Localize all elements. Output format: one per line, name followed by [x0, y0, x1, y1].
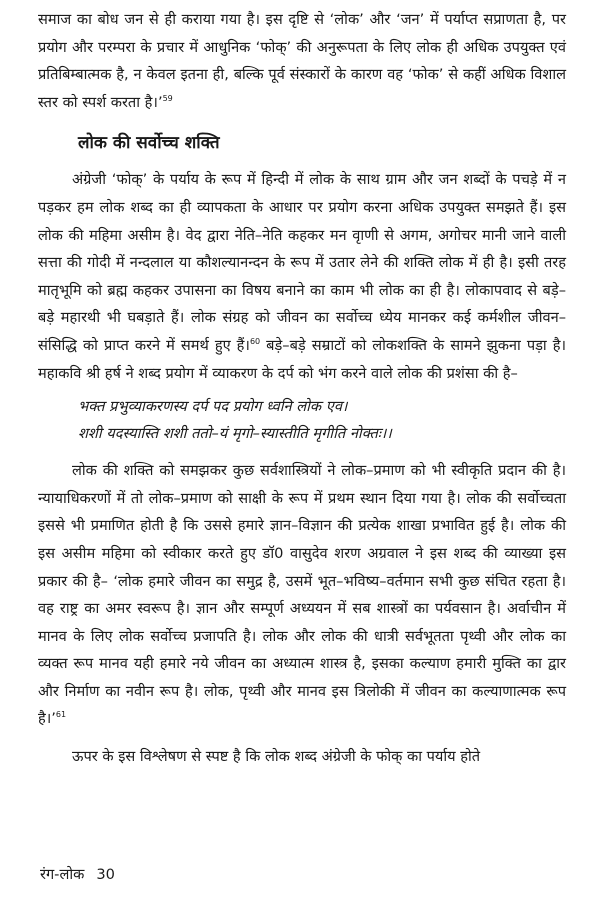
- paragraph-2-text: अंग्रेजी ‘फोक्’ के पर्याय के रूप में हिन्दी में लोक के साथ ग्राम और जन शब्दों के पचड़े में न पड़कर हम लोक शब्द का ही व्यापकता के आधार पर प्रयोग करना अधिक उपयुक्त समझते हैं। इस लोक की महिमा असीम है। वेद द्वारा नेति–नेति कहकर मन वृाणी से अगम, अगोचर मानी जाने वाली सत्ता की गोदी में नन्दलाल या कौशल्यानन्दन के रूप में उतार लेने की शक्ति लोक में ही है। इसी तरह मातृभूमि को ब्रह्म कहकर उपासना का विषय बनाने का काम भी लोक का ही है। लोकापवाद से बड़े–बड़े महारथी भी घबड़ाते हैं। लोक संग्रह को जीवन का सर्वोच्च ध्येय मानकर कई कर्मशील जीवन–संसिद्धि को प्राप्त करने में समर्थ हुए हैं।: [38, 171, 566, 354]
- page-footer: [40, 864, 115, 886]
- paragraph-4: [38, 743, 566, 771]
- verse-line-2: शशी यदस्यास्ति शशी ततो–यं मृगो–स्यास्तीति मृगीति नोक्तः।।: [78, 425, 392, 443]
- footnote-ref-59: 59: [162, 93, 173, 103]
- paragraph-3-text: लोक की शक्ति को समझकर कुछ सर्वशास्त्रियों ने लोक–प्रमाण को भी स्वीकृति प्रदान की है। न्यायाधिकरणों में तो लोक–प्रमाण को साक्षी के रूप में प्रथम स्थान दिया गया है। लोक की सर्वोच्चता इससे भी प्रमाणित होती है कि उससे हमारे ज्ञान–विज्ञान की प्रत्येक शाखा प्रभावित हुई है। लोक की इस असीम महिमा को स्वीकार करते हुए डॉ0 वासुदेव शरण अग्रवाल ने इस शब्द की व्याख्या इस प्रकार की है– ‘लोक हमारे जीवन का समुद्र है, उसमें भूत–भविष्य–वर्तमान सभी कुछ संचित रहता है। वह राष्ट्र का अमर स्वरूप है। ज्ञान और सम्पूर्ण अध्ययन में सब शास्त्रों का पर्यवसान है। अर्वाचीन में मानव के लिए लोक सर्वोच्च प्रजापति है। लोक और लोक की धात्री सर्वभूतता पृथ्वी और लोक का व्यक्त रूप मानव यही हमारे नये जीवन का अध्यात्म शास्त्र है, इसका कल्याण हमारी मुक्ति का द्वार और निर्माण का नवीन रूप है। लोक, पृथ्वी और मानव इस त्रिलोकी में जीवन का कल्याणात्मक रूप है।’: [38, 462, 566, 728]
- sanskrit-verse: [78, 393, 566, 447]
- paragraph-2-text-continued: बड़े–बड़े सम्राटों को लोकशक्ति के सामने झुकना पड़ा है। महाकवि श्री हर्ष ने शब्द प्रयोग में व्याकरण के दर्प को भंग करने वाले लोक की प्रशंसा की है–: [38, 336, 566, 382]
- footnote-ref-61: 61: [55, 710, 67, 720]
- paragraph-1: [38, 6, 566, 116]
- section-heading: लोक की सर्वोच्च शक्ति: [78, 133, 220, 154]
- paragraph-2: [38, 166, 566, 387]
- paragraph-3: [38, 457, 566, 733]
- paragraph-4-text: ऊपर के इस विश्लेषण से स्पष्ट है कि लोक शब्द अंग्रेजी के फोक् का पर्याय होते: [72, 748, 481, 766]
- page-number: 30: [96, 866, 115, 883]
- paragraph-1-text: समाज का बोध जन से ही कराया गया है। इस दृष्टि से ‘लोक’ और ‘जन’ में पर्याप्त सप्राणता है, पर प्रयोग और परम्परा के प्रचार में आधुनिक ‘फोक्’ की अनुरूपता के लिए लोक ही अधिक उपयुक्त एवं प्रतिबिम्बात्मक है, न केवल इतना ही, बल्कि पूर्व संस्कारों के कारण वह ‘फोक’ से कहीं अधिक विशाल स्तर को स्पर्श करता है।’: [38, 11, 566, 111]
- verse-line-1: भक्त प्रभुव्याकरणस्य दर्प पद प्रयोग ध्वनि लोक एव।: [78, 398, 348, 416]
- running-title: रंग-लोक: [40, 866, 85, 883]
- footnote-ref-60: 60: [249, 336, 261, 346]
